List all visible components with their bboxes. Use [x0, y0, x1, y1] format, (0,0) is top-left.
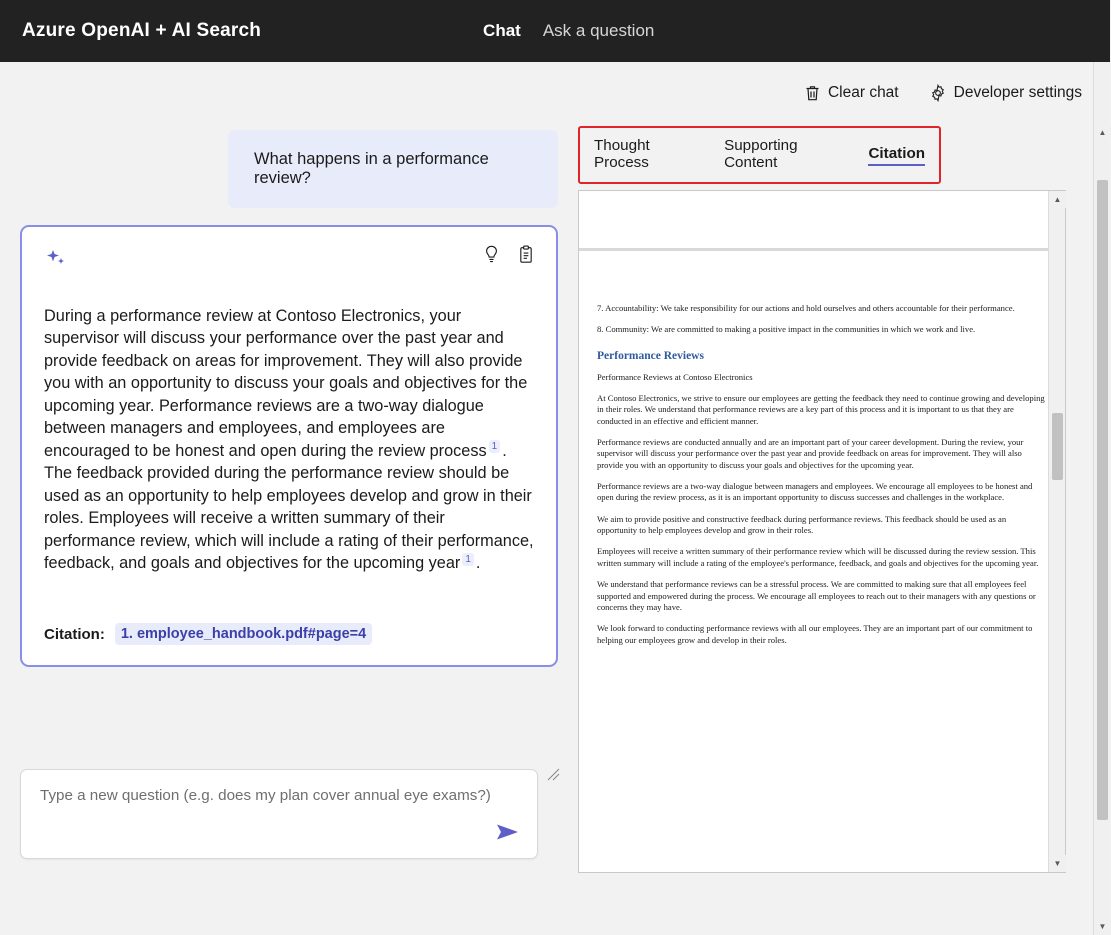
citation-row	[44, 623, 372, 645]
clipboard-icon[interactable]	[518, 245, 534, 269]
clear-chat-button[interactable]	[804, 84, 899, 102]
analysis-column	[578, 124, 1110, 931]
sparkle-icon	[44, 245, 70, 275]
answer-text-part-3: .	[475, 554, 481, 573]
gear-icon	[929, 84, 947, 102]
lightbulb-icon[interactable]	[483, 245, 500, 269]
page-scroll-thumb[interactable]	[1097, 180, 1108, 820]
doc-paragraph: Performance reviews are a two-way dialogue between managers and employees. We encourage all employees to be honest and open during the review process, as it is an important opportunity to discuss successes and challenges in the workplace.	[597, 481, 1033, 503]
page-scroll-up-arrow[interactable]: ▲	[1094, 124, 1111, 141]
answer-text-part-2: . The feedback provided during the performance review should be used as an opportunity to help employees develop and grow in their roles. Employees will receive a written summary of their performance review, which will include a rating of their performance, feedback, and goals and objectives for the upcoming year	[44, 441, 534, 573]
pdf-scroll-down-arrow[interactable]: ▼	[1049, 855, 1066, 872]
doc-paragraph: We understand that performance reviews can be a stressful process. We are committed to making sure that all employees feel supported and empowered during the process. We encourage all employees to reach out to their managers with any questions or concerns they may have.	[597, 579, 1036, 612]
tab-thought-process[interactable]: Thought Process	[594, 137, 650, 171]
answer-card	[20, 225, 558, 667]
tab-supporting-content[interactable]: Supporting Content	[724, 137, 798, 171]
developer-settings-button[interactable]	[929, 84, 1082, 102]
citation-ref-1[interactable]: 1	[489, 440, 501, 453]
main-body	[0, 124, 1110, 931]
answer-text	[44, 305, 534, 575]
developer-settings-label: Developer settings	[953, 84, 1082, 101]
doc-paragraph: We aim to provide positive and constructive feedback during performance reviews. This feedback should be used as an opportunity to help employees develop and grow in their roles.	[597, 513, 1007, 536]
pdf-scrollbar[interactable]	[1048, 191, 1065, 872]
pdf-page-content	[597, 303, 1047, 646]
answer-text-part-1: During a performance review at Contoso Electronics, your supervisor will discuss your performance over the past year and provide feedback on areas for improvement. They will also provide you with an opportunity to discuss your goals and objectives for the upcoming year. Performance reviews are a two-way dialogue between managers and employees, and employees are encouraged to be honest and open during the review process	[44, 307, 528, 460]
chat-toolbar	[0, 62, 1110, 124]
app-header	[0, 0, 1110, 62]
answer-actions	[483, 245, 534, 269]
user-message-row	[20, 124, 558, 208]
pdf-scroll-thumb[interactable]	[1052, 413, 1063, 480]
tab-citation[interactable]: Citation	[868, 145, 925, 166]
analysis-tabs	[578, 126, 941, 184]
pdf-toolbar[interactable]	[579, 191, 1065, 251]
page-scrollbar[interactable]	[1093, 62, 1110, 935]
doc-heading: Performance Reviews	[597, 349, 704, 362]
citation-label: Citation:	[44, 625, 105, 643]
pdf-scroll-up-arrow[interactable]: ▲	[1049, 191, 1066, 208]
answer-header	[44, 245, 534, 275]
chat-column	[0, 124, 578, 873]
trash-icon	[804, 84, 821, 102]
resize-handle-icon[interactable]	[546, 767, 560, 781]
nav-item-chat[interactable]: Chat	[483, 21, 521, 40]
clear-chat-label: Clear chat	[827, 84, 899, 101]
doc-paragraph: Employees will receive a written summary of their performance review which will be discussed during the review session. This written summary will include a rating of the employee's performance, feedback, and goals and objectives for the upcoming year.	[597, 546, 1039, 568]
page-scroll-down-arrow[interactable]: ▼	[1094, 918, 1111, 935]
doc-paragraph: We look forward to conducting performance reviews with all our employees. They are an important part of our commitment to helping our employees grow and develop in their roles.	[597, 623, 1033, 645]
user-message-bubble: What happens in a performance review?	[228, 130, 558, 208]
send-icon[interactable]	[495, 821, 521, 848]
doc-paragraph: Performance reviews are conducted annually and are an important part of your career development. During the review, your supervisor will discuss your performance over the past year and provide feedback on areas for improvement. They will also provide you with an opportunity to discuss your goals and objectives for the upcoming year.	[597, 437, 1024, 470]
doc-paragraph: 7. Accountability: We take responsibility for our actions and hold ourselves and others accountable for their performance.	[597, 303, 1015, 313]
doc-paragraph: 8. Community: We are committed to making a positive impact in the communities in which we work and live.	[597, 324, 976, 335]
citation-ref-2[interactable]: 1	[462, 553, 474, 566]
doc-subheading: Performance Reviews at Contoso Electronics	[597, 371, 753, 382]
citation-link[interactable]: 1. employee_handbook.pdf#page=4	[115, 623, 372, 645]
doc-paragraph: At Contoso Electronics, we strive to ensure our employees are getting the feedback they need to continue growing and developing in their roles. We understand that performance reviews are a key part of this process and it is important to us that they are conducted in an effective and efficient manner.	[597, 393, 1045, 426]
citation-document-viewer	[578, 190, 1066, 873]
top-nav	[483, 21, 654, 41]
nav-item-ask-a-question[interactable]: Ask a question	[542, 21, 655, 40]
question-input[interactable]	[38, 786, 494, 805]
question-input-box[interactable]	[20, 769, 538, 859]
app-title: Azure OpenAI + AI Search	[22, 20, 262, 41]
